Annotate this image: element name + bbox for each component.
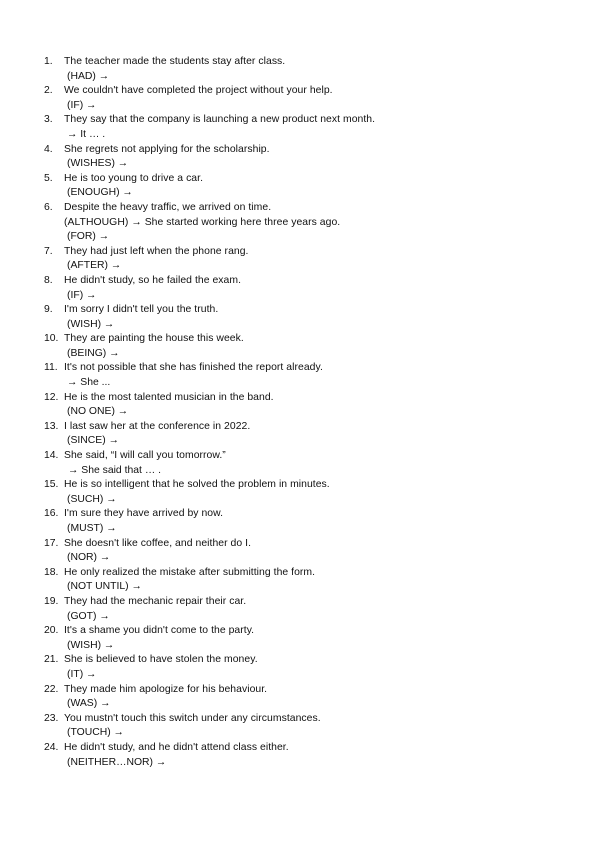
item-prompt: (WAS) → bbox=[67, 698, 111, 710]
item-sentence: They made him apologize for his behaviour. bbox=[64, 683, 268, 695]
item-prompt: (WISH) → bbox=[67, 639, 115, 651]
item-number: 18. bbox=[44, 566, 59, 578]
item-body bbox=[44, 274, 564, 303]
item-number: 4. bbox=[44, 143, 53, 155]
item-body bbox=[44, 712, 564, 741]
item-body bbox=[44, 245, 564, 274]
item-sentence: She is believed to have stolen the money. bbox=[64, 654, 258, 666]
item-prompt: (WISH) → bbox=[67, 318, 115, 330]
item-sentence: It's not possible that she has finished the report already. bbox=[64, 362, 323, 374]
exercise-item bbox=[44, 683, 564, 712]
item-body bbox=[44, 653, 564, 682]
item-number: 9. bbox=[44, 304, 53, 316]
item-sentence: The teacher made the students stay after class. bbox=[64, 56, 286, 67]
item-number: 3. bbox=[44, 114, 53, 126]
item-prompt: (NOR) → bbox=[67, 552, 111, 564]
item-body bbox=[44, 172, 564, 201]
item-prompt: (SUCH) → bbox=[67, 493, 117, 505]
item-prompt: (ENOUGH) → bbox=[67, 187, 133, 199]
exercise-item bbox=[44, 274, 564, 303]
item-sentence: They had the mechanic repair their car. bbox=[64, 595, 247, 607]
item-sentence: They had just left when the phone rang. bbox=[64, 245, 249, 257]
item-sentence: It's a shame you didn't come to the party. bbox=[64, 625, 255, 637]
item-sentence: He is too young to drive a car. bbox=[64, 172, 204, 184]
item-body bbox=[44, 143, 564, 172]
item-number: 7. bbox=[44, 245, 53, 257]
item-prompt: (AFTER) → bbox=[67, 260, 122, 272]
exercise-item bbox=[44, 143, 564, 172]
item-prompt: (GOT) → bbox=[67, 610, 110, 622]
item-sentence: I last saw her at the conference in 2022. bbox=[64, 420, 251, 432]
item-prompt: (MUST) → bbox=[67, 523, 117, 534]
item-body bbox=[44, 332, 564, 361]
item-body bbox=[44, 537, 564, 566]
item-number: 2. bbox=[44, 85, 53, 97]
item-number: 11. bbox=[44, 362, 58, 374]
item-number: 21. bbox=[44, 654, 59, 666]
item-sentence: She regrets not applying for the scholarship. bbox=[64, 143, 270, 155]
item-body bbox=[44, 420, 564, 449]
item-prompt: → She ... bbox=[67, 377, 111, 389]
exercise-item bbox=[44, 537, 564, 566]
exercise-list bbox=[44, 55, 564, 770]
exercise-item bbox=[44, 653, 564, 682]
exercise-item bbox=[44, 332, 564, 361]
exercise-item bbox=[44, 361, 564, 390]
exercise-item bbox=[44, 478, 564, 507]
item-prompt: (SINCE) → bbox=[67, 435, 119, 447]
exercise-item bbox=[44, 566, 564, 595]
item-body bbox=[44, 55, 564, 84]
item-body bbox=[44, 624, 564, 653]
item-sentence: You mustn't touch this switch under any circumstances. bbox=[64, 712, 321, 724]
exercise-item bbox=[44, 113, 564, 142]
item-number: 10. bbox=[44, 333, 59, 345]
exercise-item bbox=[44, 741, 564, 770]
item-body bbox=[44, 478, 564, 507]
item-prompt: → It … . bbox=[67, 128, 106, 140]
item-number: 5. bbox=[44, 172, 53, 184]
item-prompt: (WISHES) → bbox=[67, 158, 129, 170]
item-body bbox=[44, 303, 564, 332]
item-body bbox=[44, 683, 564, 712]
exercise-item bbox=[44, 84, 564, 113]
item-number: 8. bbox=[44, 274, 53, 286]
item-prompt: (NOT UNTIL) → bbox=[67, 581, 142, 593]
item-body bbox=[44, 595, 564, 624]
item-prompt: → She said that … . bbox=[68, 464, 161, 476]
exercise-item bbox=[44, 712, 564, 741]
item-number: 23. bbox=[44, 712, 59, 724]
item-prompt: (BEING) → bbox=[67, 347, 120, 359]
exercise-item bbox=[44, 420, 564, 449]
item-sentence: Despite the heavy traffic, we arrived on time. bbox=[64, 201, 272, 213]
item-number: 20. bbox=[44, 625, 59, 637]
exercise-item bbox=[44, 303, 564, 332]
item-body bbox=[44, 391, 564, 420]
item-prompt: (NEITHER…NOR) → bbox=[67, 756, 167, 768]
item-sentence: He didn't study, and he didn't attend class either. bbox=[64, 741, 289, 753]
item-body bbox=[44, 201, 564, 245]
item-prompt: (IF) → bbox=[67, 99, 97, 111]
item-prompt: (HAD) → bbox=[67, 70, 110, 82]
item-sentence: She said, “I will call you tomorrow.” bbox=[64, 450, 226, 462]
exercise-item bbox=[44, 391, 564, 420]
item-sentence: I'm sure they have arrived by now. bbox=[64, 508, 224, 520]
item-number: 19. bbox=[44, 595, 59, 607]
item-prompt: (IF) → bbox=[67, 289, 97, 301]
item-number: 1. bbox=[44, 56, 53, 67]
item-number: 14. bbox=[44, 450, 59, 462]
item-number: 15. bbox=[44, 479, 59, 491]
item-number: 12. bbox=[44, 391, 59, 403]
item-sentence: She doesn't like coffee, and neither do I. bbox=[64, 537, 252, 549]
exercise-item bbox=[44, 595, 564, 624]
exercise-item bbox=[44, 172, 564, 201]
exercise-item bbox=[44, 55, 564, 84]
item-prompt: (FOR) → bbox=[67, 231, 110, 243]
item-prompt: (TOUCH) → bbox=[67, 727, 124, 739]
exercise-item bbox=[44, 245, 564, 274]
item-sentence: He only realized the mistake after submitting the form. bbox=[64, 566, 316, 578]
item-number: 24. bbox=[44, 741, 59, 753]
item-sentence: He is the most talented musician in the band. bbox=[64, 391, 274, 403]
item-sentence: I'm sorry I didn't tell you the truth. bbox=[64, 304, 219, 316]
item-prompt: (IT) → bbox=[67, 668, 97, 680]
item-number: 22. bbox=[44, 683, 59, 695]
item-sentence: We couldn't have completed the project without your help. bbox=[64, 85, 333, 97]
exercise-item bbox=[44, 624, 564, 653]
item-number: 16. bbox=[44, 508, 59, 520]
item-number: 17. bbox=[44, 537, 59, 549]
item-extra-line: (ALTHOUGH) → She started working here three years ago. bbox=[64, 216, 341, 228]
item-sentence: They are painting the house this week. bbox=[64, 333, 244, 345]
item-body bbox=[44, 361, 564, 390]
exercise-item bbox=[44, 201, 564, 245]
item-body bbox=[44, 113, 564, 142]
item-body bbox=[44, 566, 564, 595]
item-sentence: They say that the company is launching a new product next month. bbox=[64, 114, 376, 126]
item-body bbox=[44, 449, 564, 478]
item-body bbox=[44, 84, 564, 113]
item-body bbox=[44, 507, 564, 536]
exercise-item bbox=[44, 507, 564, 536]
exercise-item bbox=[44, 449, 564, 478]
item-number: 13. bbox=[44, 420, 59, 432]
item-number: 6. bbox=[44, 201, 53, 213]
item-sentence: He didn't study, so he failed the exam. bbox=[64, 274, 242, 286]
item-sentence: He is so intelligent that he solved the problem in minutes. bbox=[64, 479, 330, 491]
item-body bbox=[44, 741, 564, 770]
item-prompt: (NO ONE) → bbox=[67, 406, 129, 418]
